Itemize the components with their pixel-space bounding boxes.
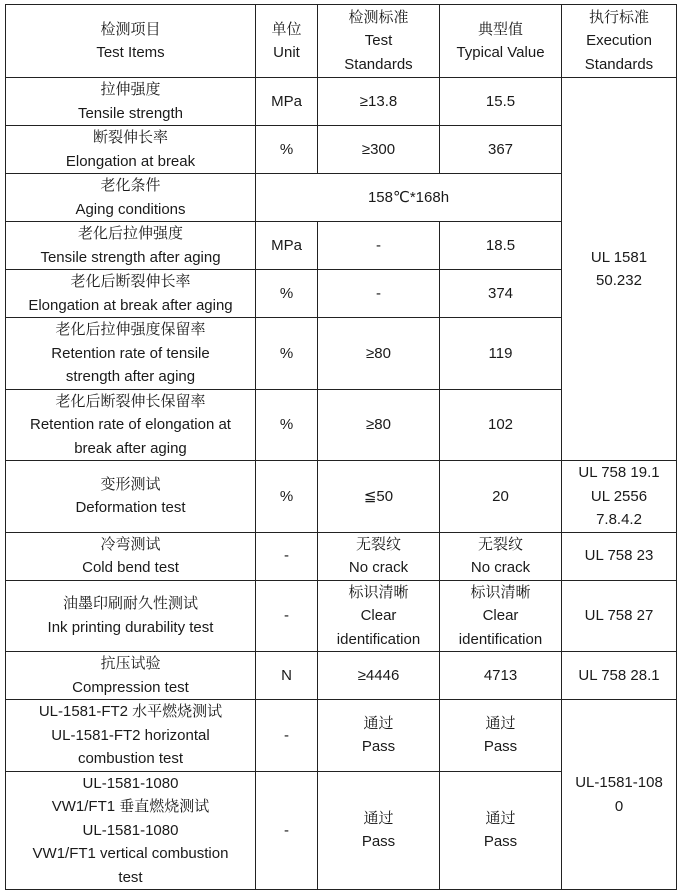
execution-standard-cell: UL-1581-108 0 <box>562 700 677 890</box>
unit-cell: MPa <box>256 78 318 126</box>
test-item-cell: 老化后断裂伸长保留率 Retention rate of elongation at break after aging <box>6 389 256 461</box>
execution-standard-cell: UL 1581 50.232 <box>562 78 677 461</box>
unit-cell: % <box>256 389 318 461</box>
unit-cell: MPa <box>256 222 318 270</box>
table-row <box>6 461 677 533</box>
typical-value-cell: 367 <box>440 126 562 174</box>
standard-cell: 通过 Pass <box>318 700 440 772</box>
execution-standard-cell: UL 758 23 <box>562 532 677 580</box>
unit-cell: N <box>256 652 318 700</box>
table-row <box>6 532 677 580</box>
standard-cell: 标识清晰 Clear identification <box>318 580 440 652</box>
typical-value-cell: 374 <box>440 270 562 318</box>
standard-cell: 通过 Pass <box>318 771 440 890</box>
test-item-cell: 老化后断裂伸长率 Elongation at break after aging <box>6 270 256 318</box>
header-typical-value: 典型值 Typical Value <box>440 5 562 78</box>
typical-value-cell: 15.5 <box>440 78 562 126</box>
table-row <box>6 580 677 652</box>
aging-conditions-cell: 158℃*168h <box>256 174 562 222</box>
unit-cell: - <box>256 700 318 772</box>
typical-value-cell: 18.5 <box>440 222 562 270</box>
header-unit: 单位 Unit <box>256 5 318 78</box>
standard-cell: ≥300 <box>318 126 440 174</box>
unit-cell: - <box>256 580 318 652</box>
test-item-cell: 冷弯测试 Cold bend test <box>6 532 256 580</box>
test-item-cell: 老化后拉伸强度 Tensile strength after aging <box>6 222 256 270</box>
standard-cell: - <box>318 222 440 270</box>
execution-standard-cell: UL 758 28.1 <box>562 652 677 700</box>
standard-cell: - <box>318 270 440 318</box>
test-item-cell: 油墨印刷耐久性测试 Ink printing durability test <box>6 580 256 652</box>
unit-cell: % <box>256 126 318 174</box>
standard-cell: ≦50 <box>318 461 440 533</box>
header-test-items: 检测项目 Test Items <box>6 5 256 78</box>
typical-value-cell: 无裂纹 No crack <box>440 532 562 580</box>
typical-value-cell: 通过 Pass <box>440 771 562 890</box>
unit-cell: % <box>256 318 318 390</box>
typical-value-cell: 标识清晰 Clear identification <box>440 580 562 652</box>
unit-cell: - <box>256 532 318 580</box>
test-item-cell: UL-1581-1080 VW1/FT1 垂直燃烧测试 UL-1581-1080 VW1/FT1 vertical combustion test <box>6 771 256 890</box>
test-item-cell: 抗压试验 Compression test <box>6 652 256 700</box>
table-row <box>6 652 677 700</box>
header-test-standards: 检测标准 Test Standards <box>318 5 440 78</box>
standard-cell: ≥80 <box>318 318 440 390</box>
test-results-table <box>5 4 677 890</box>
header-row <box>6 5 677 78</box>
unit-cell: % <box>256 270 318 318</box>
execution-standard-cell: UL 758 19.1 UL 2556 7.8.4.2 <box>562 461 677 533</box>
typical-value-cell: 通过 Pass <box>440 700 562 772</box>
unit-cell: % <box>256 461 318 533</box>
table-row <box>6 700 677 772</box>
header-execution-standards: 执行标准 Execution Standards <box>562 5 677 78</box>
test-item-cell: 老化条件 Aging conditions <box>6 174 256 222</box>
test-item-cell: 变形测试 Deformation test <box>6 461 256 533</box>
table-row <box>6 78 677 126</box>
typical-value-cell: 4713 <box>440 652 562 700</box>
standard-cell: ≥13.8 <box>318 78 440 126</box>
unit-cell: - <box>256 771 318 890</box>
standard-cell: 无裂纹 No crack <box>318 532 440 580</box>
test-item-cell: UL-1581-FT2 水平燃烧测试 UL-1581-FT2 horizontal combustion test <box>6 700 256 772</box>
test-item-cell: 老化后拉伸强度保留率 Retention rate of tensile strength after aging <box>6 318 256 390</box>
standard-cell: ≥80 <box>318 389 440 461</box>
execution-standard-cell: UL 758 27 <box>562 580 677 652</box>
test-item-cell: 断裂伸长率 Elongation at break <box>6 126 256 174</box>
standard-cell: ≥4446 <box>318 652 440 700</box>
typical-value-cell: 102 <box>440 389 562 461</box>
typical-value-cell: 20 <box>440 461 562 533</box>
test-item-cell: 拉伸强度 Tensile strength <box>6 78 256 126</box>
typical-value-cell: 119 <box>440 318 562 390</box>
